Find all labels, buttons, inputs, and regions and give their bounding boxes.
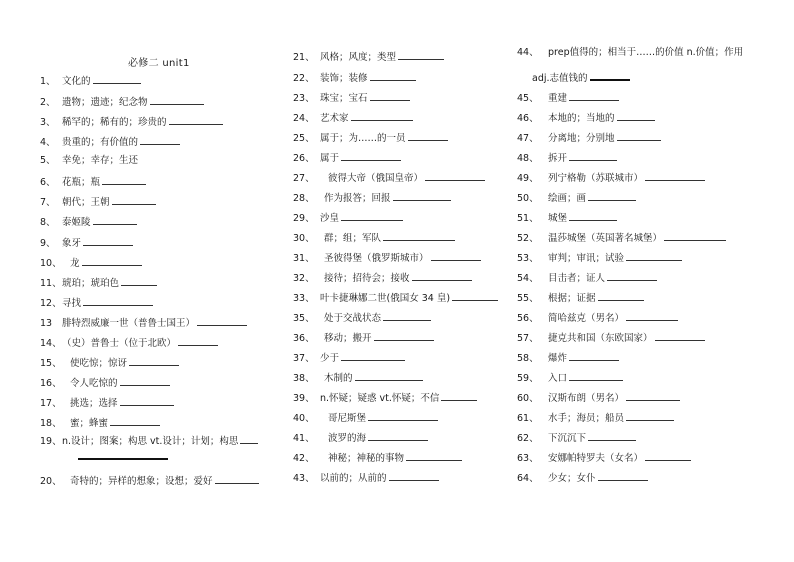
answer-blank[interactable] (110, 416, 160, 426)
item-text: n.设计；图案；构思 vt.设计；计划；构思 (62, 436, 239, 447)
item-text: 龙 (70, 258, 80, 269)
item-number: 37、 (293, 353, 315, 364)
vocab-item (517, 311, 678, 325)
item-text: 属于 (320, 153, 340, 164)
vocab-item (40, 175, 146, 189)
vocab-item (40, 95, 204, 109)
item-text: 爆炸 (548, 353, 568, 364)
item-number: 43、 (293, 473, 315, 484)
vocab-item (40, 115, 223, 129)
answer-blank[interactable] (383, 231, 455, 241)
vocab-item (517, 70, 630, 85)
item-number: 25、 (293, 133, 315, 144)
item-text: 温莎城堡（英国著名城堡） (548, 233, 663, 244)
item-text: 根据；证据 (548, 293, 596, 304)
vocab-item (517, 411, 674, 425)
item-text: 拆开 (548, 153, 568, 164)
item-number: 49、 (517, 173, 539, 184)
vocab-item (40, 376, 170, 390)
item-number: 18、 (40, 418, 62, 429)
vocab-item (40, 276, 157, 290)
vocab-item (40, 396, 174, 410)
vocab-item (293, 331, 434, 345)
answer-blank[interactable] (452, 291, 498, 301)
vocab-item (293, 191, 451, 205)
answer-blank[interactable] (569, 91, 619, 101)
item-number: 44、 (517, 47, 539, 58)
answer-blank[interactable] (431, 251, 481, 261)
answer-blank[interactable] (626, 311, 678, 321)
item-text: 珠宝；宝石 (320, 93, 368, 104)
item-text: 花瓶；瓶 (62, 177, 101, 188)
vocab-item (293, 391, 477, 405)
answer-blank[interactable] (398, 50, 444, 60)
answer-blank[interactable] (370, 91, 410, 101)
vocab-item (517, 151, 617, 165)
item-number: 8、 (40, 217, 56, 228)
item-number: 41、 (293, 433, 315, 444)
answer-blank[interactable] (425, 171, 485, 181)
item-text: 挑选；选择 (70, 398, 118, 409)
item-number: 54、 (517, 273, 539, 284)
item-text: 属于；为……的一员 (320, 133, 406, 144)
item-number: 28、 (293, 193, 315, 204)
answer-blank[interactable] (120, 396, 174, 406)
item-number: 2、 (40, 97, 56, 108)
answer-blank[interactable] (569, 151, 617, 161)
answer-blank[interactable] (370, 71, 416, 81)
item-text: 蜜；蜂蜜 (70, 418, 109, 429)
vocab-item (517, 171, 705, 185)
answer-blank[interactable] (197, 316, 247, 326)
item-number: 45、 (517, 93, 539, 104)
vocab-item (293, 71, 416, 85)
vocab-item (517, 331, 705, 345)
item-number: 59、 (517, 373, 539, 384)
item-number: 40、 (293, 413, 315, 424)
answer-blank[interactable] (441, 391, 477, 401)
item-number: 39、 (293, 393, 315, 404)
answer-blank[interactable] (140, 135, 180, 145)
item-number: 4、 (40, 137, 56, 148)
answer-blank[interactable] (588, 431, 636, 441)
answer-blank[interactable] (389, 471, 439, 481)
item-number: 53、 (517, 253, 539, 264)
answer-blank[interactable] (78, 458, 168, 460)
item-number: 14、 (40, 338, 62, 349)
item-number: 58、 (517, 353, 539, 364)
answer-blank[interactable] (406, 451, 462, 461)
answer-blank[interactable] (368, 431, 428, 441)
answer-blank[interactable] (93, 215, 137, 225)
vocab-item (517, 391, 680, 405)
item-text: 捷克共和国（东欧国家） (548, 333, 653, 344)
item-number: 35、 (293, 313, 315, 324)
item-number: 38、 (293, 373, 315, 384)
item-text: 接待；招待会；接收 (324, 273, 410, 284)
item-text: 叶卡捷琳娜二世(俄国女 34 皇) (320, 293, 451, 304)
vocab-item (293, 311, 431, 325)
item-text: （史）普鲁士（位于北欧） (62, 338, 177, 349)
answer-blank[interactable] (645, 171, 705, 181)
item-text: 重建 (548, 93, 568, 104)
item-number: 48、 (517, 153, 539, 164)
item-number: 27、 (293, 173, 315, 184)
item-text: 以前的；从前的 (320, 473, 387, 484)
item-text: 绘画；画 (548, 193, 587, 204)
vocab-item (517, 451, 691, 465)
answer-blank[interactable] (240, 434, 258, 444)
item-number: 10、 (40, 258, 62, 269)
vocab-item (40, 74, 141, 88)
answer-blank[interactable] (169, 115, 223, 125)
vocab-item (517, 271, 657, 285)
item-text: prep值得的；相当于……的价值 n.价值；作用 (548, 47, 744, 58)
answer-blank[interactable] (408, 131, 448, 141)
vocab-item (293, 151, 401, 165)
vocab-item (40, 434, 258, 448)
vocab-item (517, 191, 636, 205)
item-text: 哥尼斯堡 (328, 413, 367, 424)
vocab-item (40, 416, 160, 430)
item-number: 46、 (517, 113, 539, 124)
vocab-item (40, 236, 133, 250)
item-text: 寻找 (62, 298, 82, 309)
item-number: 62、 (517, 433, 539, 444)
item-text: adj.志值钱的 (532, 73, 588, 84)
item-text: 木制的 (324, 373, 353, 384)
vocab-item (517, 231, 726, 245)
item-text: 少于 (320, 353, 340, 364)
vocab-item (293, 111, 413, 125)
answer-blank[interactable] (341, 211, 403, 221)
item-text: 幸免；幸存；生还 (62, 155, 139, 166)
item-number: 16、 (40, 378, 62, 389)
item-text: 风格；风度；类型 (320, 52, 397, 63)
answer-blank[interactable] (83, 236, 133, 246)
item-number: 56、 (517, 313, 539, 324)
item-text: 波罗的海 (328, 433, 367, 444)
item-number: 31、 (293, 253, 315, 264)
vocab-item (293, 91, 410, 105)
vocab-item (517, 131, 661, 145)
answer-blank[interactable] (590, 70, 630, 81)
answer-blank[interactable] (351, 111, 413, 121)
item-number: 24、 (293, 113, 315, 124)
item-number: 55、 (517, 293, 539, 304)
item-text: 下沉沉下 (548, 433, 587, 444)
item-number: 63、 (517, 453, 539, 464)
answer-blank[interactable] (178, 336, 218, 346)
item-number: 57、 (517, 333, 539, 344)
item-number: 17、 (40, 398, 62, 409)
item-text: 泰姬陵 (62, 217, 91, 228)
item-text: 稀罕的；稀有的；珍贵的 (62, 117, 167, 128)
item-number: 7、 (40, 197, 56, 208)
page-title: 必修二 unit1 (128, 58, 190, 69)
vocab-item (293, 171, 485, 185)
vocab-item (40, 155, 138, 167)
item-text: 少女；女仆 (548, 473, 596, 484)
answer-blank[interactable] (626, 251, 682, 261)
vocab-item (40, 316, 247, 330)
vocab-item (40, 135, 180, 149)
answer-blank[interactable] (569, 371, 623, 381)
answer-blank[interactable] (393, 191, 451, 201)
vocab-item (293, 411, 438, 425)
item-number: 64、 (517, 473, 539, 484)
answer-blank[interactable] (82, 256, 142, 266)
vocab-item (293, 271, 472, 285)
item-number: 33、 (293, 293, 315, 304)
item-number: 6、 (40, 177, 56, 188)
item-text: 象牙 (62, 238, 82, 249)
item-text: 水手；海员；船员 (548, 413, 625, 424)
answer-blank[interactable] (83, 296, 153, 306)
vocab-item (293, 291, 498, 305)
item-number: 3、 (40, 117, 56, 128)
item-text: 审判；审讯；试验 (548, 253, 625, 264)
answer-blank[interactable] (598, 471, 648, 481)
item-text: 文化的 (62, 76, 91, 87)
answer-blank[interactable] (93, 74, 141, 84)
answer-blank[interactable] (607, 271, 657, 281)
answer-blank[interactable] (598, 291, 644, 301)
item-number: 19、 (40, 436, 62, 447)
item-text: 沙皇 (320, 213, 340, 224)
item-text: 奇特的；异样的想象；设想；爱好 (70, 476, 213, 487)
vocab-item (40, 336, 218, 350)
item-text: 城堡 (548, 213, 568, 224)
vocab-item (517, 291, 644, 305)
vocab-item (293, 231, 455, 245)
vocab-item (293, 131, 448, 145)
answer-blank[interactable] (129, 356, 179, 366)
item-number: 12、 (40, 298, 62, 309)
item-text: 目击者；证人 (548, 273, 606, 284)
item-text: n.怀疑；疑惑 vt.怀疑；不信 (320, 393, 440, 404)
item-text: 群；组；军队 (324, 233, 382, 244)
answer-blank[interactable] (569, 211, 617, 221)
vocab-item (517, 431, 636, 445)
item-number: 52、 (517, 233, 539, 244)
answer-blank[interactable] (120, 376, 170, 386)
item-number: 30、 (293, 233, 315, 244)
answer-blank[interactable] (355, 371, 423, 381)
vocab-item (293, 351, 405, 365)
vocab-item (293, 251, 481, 265)
answer-blank[interactable] (150, 95, 204, 105)
vocab-item (293, 431, 428, 445)
vocab-item (40, 356, 179, 370)
item-text: 贵重的；有价值的 (62, 137, 139, 148)
item-number: 36、 (293, 333, 315, 344)
item-text: 彼得大帝（俄国皇帝） (328, 173, 424, 184)
vocab-item (40, 296, 153, 310)
vocab-item (293, 371, 423, 385)
item-text: 列宁格勒（苏联城市） (548, 173, 644, 184)
item-text: 朝代；王朝 (62, 197, 110, 208)
answer-blank[interactable] (664, 231, 726, 241)
answer-blank[interactable] (215, 474, 259, 484)
item-number: 5、 (40, 155, 56, 166)
vocab-item (293, 451, 462, 465)
item-text: 作为报答；回报 (324, 193, 391, 204)
answer-blank[interactable] (588, 191, 636, 201)
item-number: 20、 (40, 476, 62, 487)
answer-blank[interactable] (121, 276, 157, 286)
item-number: 23、 (293, 93, 315, 104)
item-number: 26、 (293, 153, 315, 164)
item-number: 21、 (293, 52, 315, 63)
vocab-item (40, 474, 259, 488)
item-number: 13 (40, 318, 53, 329)
item-number: 29、 (293, 213, 315, 224)
vocab-item (517, 91, 619, 105)
item-number: 51、 (517, 213, 539, 224)
answer-blank[interactable] (368, 411, 438, 421)
vocab-item (40, 195, 156, 209)
answer-blank[interactable] (617, 131, 661, 141)
item-text: 神秘；神秘的事物 (328, 453, 405, 464)
item-number: 11、 (40, 278, 62, 289)
item-number: 32、 (293, 273, 315, 284)
item-text: 遗物；遗迹；纪念物 (62, 97, 148, 108)
item-text: 圣彼得堡（俄罗斯城市） (324, 253, 429, 264)
vocab-item (293, 211, 403, 225)
item-text: 移动；搬开 (324, 333, 372, 344)
answer-blank[interactable] (374, 331, 434, 341)
item-text: 装饰；装修 (320, 73, 368, 84)
item-text: 安娜帕特罗夫（女名） (548, 453, 644, 464)
answer-blank[interactable] (626, 411, 674, 421)
item-text: 处于交战状态 (324, 313, 382, 324)
item-text: 本地的；当地的 (548, 113, 615, 124)
item-number: 9、 (40, 238, 56, 249)
answer-blank[interactable] (412, 271, 472, 281)
item-text: 入口 (548, 373, 568, 384)
item-text: 使吃惊；惊讶 (70, 358, 128, 369)
item-text: 腓特烈威廉一世（普鲁士国王） (62, 318, 196, 329)
answer-blank[interactable] (626, 391, 680, 401)
vocab-item (293, 471, 439, 485)
answer-blank[interactable] (383, 311, 431, 321)
item-number: 60、 (517, 393, 539, 404)
vocab-item (40, 215, 137, 229)
item-text: 琥珀；琥珀色 (62, 278, 120, 289)
answer-blank[interactable] (617, 111, 655, 121)
item-number: 42、 (293, 453, 315, 464)
item-number: 50、 (517, 193, 539, 204)
answer-blank[interactable] (569, 351, 619, 361)
item-number: 22、 (293, 73, 315, 84)
answer-blank[interactable] (341, 151, 401, 161)
answer-blank[interactable] (102, 175, 146, 185)
vocab-item (517, 211, 617, 225)
answer-blank[interactable] (655, 331, 705, 341)
item-text: 汉斯布朗（男名） (548, 393, 625, 404)
item-text: 简哈兹克（男名） (548, 313, 625, 324)
vocab-item (293, 50, 444, 64)
answer-blank[interactable] (112, 195, 156, 205)
vocab-item (517, 351, 619, 365)
vocab-item (40, 256, 142, 270)
vocab-item (517, 111, 655, 125)
item-number: 15、 (40, 358, 62, 369)
item-number: 1、 (40, 76, 56, 87)
vocab-item (517, 471, 648, 485)
vocab-item (517, 251, 682, 265)
answer-blank[interactable] (341, 351, 405, 361)
answer-blank[interactable] (645, 451, 691, 461)
item-text: 艺术家 (320, 113, 349, 124)
item-number: 47、 (517, 133, 539, 144)
item-text: 令人吃惊的 (70, 378, 118, 389)
vocab-item (517, 371, 623, 385)
item-text: 分离地；分别地 (548, 133, 615, 144)
item-number: 61、 (517, 413, 539, 424)
vocab-item (517, 47, 743, 59)
